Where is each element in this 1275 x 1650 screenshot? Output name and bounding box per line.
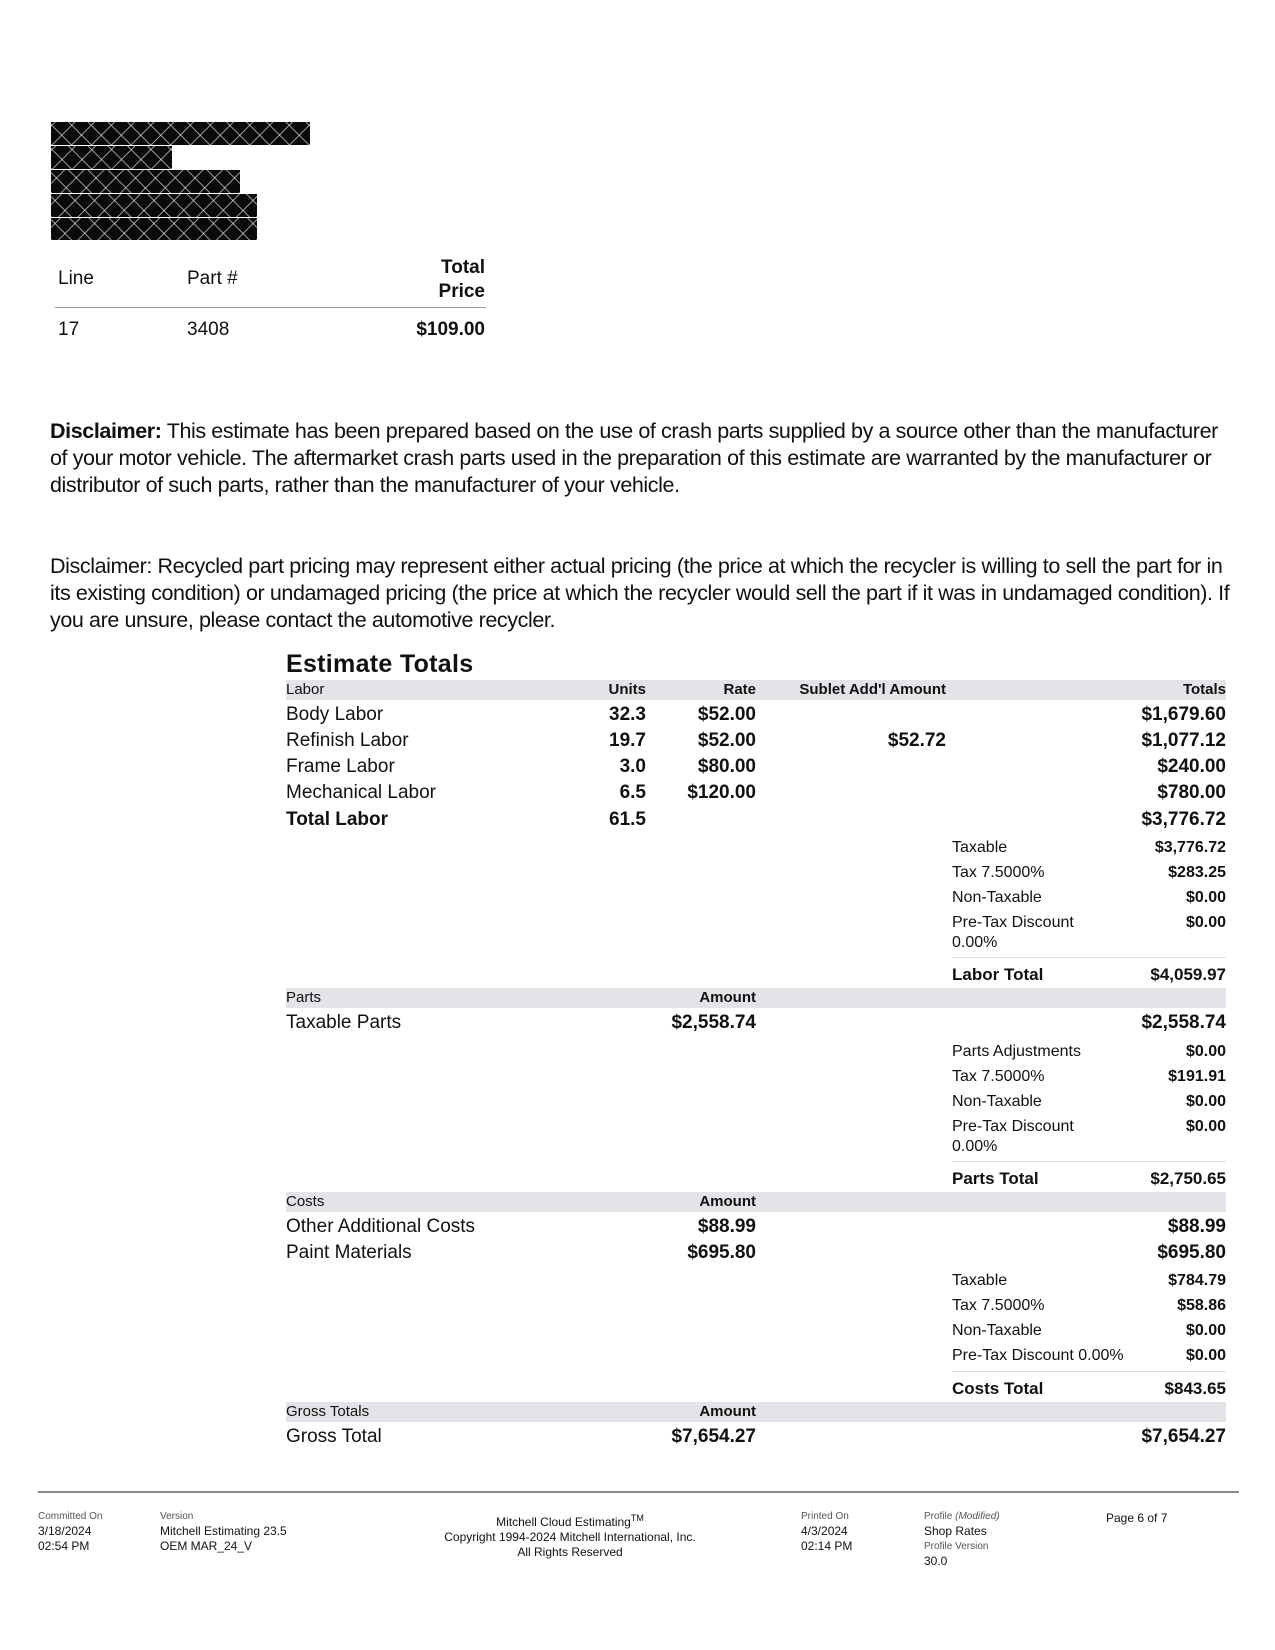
disclaimer-label: Disclaimer: [50, 419, 162, 443]
page-number: Page 6 of 7 [1106, 1511, 1168, 1525]
redacted-block [51, 194, 257, 217]
col-header-part: Part # [187, 268, 238, 289]
disclaimer-aftermarket [50, 418, 1230, 499]
header-rule [55, 307, 486, 308]
costs-header: Costs Amount [286, 1192, 1226, 1212]
version-info: Version Mitchell Estimating 23.5 OEM MAR_24_V [160, 1511, 287, 1553]
profile-info: Profile (Modified) Shop Rates Profile Version 30.0 [924, 1511, 1000, 1568]
row-line: 17 [58, 319, 80, 340]
row-price: $109.00 [416, 319, 485, 340]
labor-header: Labor Units Rate Sublet Add'l Amount Totals [286, 681, 1226, 698]
committed-on: Committed On 3/18/2024 02:54 PM [38, 1511, 103, 1553]
product-copyright: Mitchell Cloud Estimating™ Copyright 1994-2024 Mitchell International, Inc. All Rights Reserved [444, 1513, 696, 1559]
col-header-line: Line [58, 268, 94, 289]
printed-on: Printed On 4/3/2024 02:14 PM [801, 1511, 853, 1553]
parts-header: Parts Amount [286, 988, 1226, 1008]
gross-header: Gross Totals Amount [286, 1402, 1226, 1422]
estimate-title: Estimate Totals [286, 650, 474, 678]
col-header-total-price: Total Price [438, 257, 485, 302]
disclaimer-recycled: Disclaimer: Recycled part pricing may represent either actual pricing (the price at which the recycler is willing to sell the part for in its existing condition) or undamaged pricing (the price at which the recycler would sell the part if it was in undamaged condition). If you are unsure, please contact the automotive recycler. [50, 554, 1230, 632]
redacted-block [51, 122, 310, 145]
redacted-block [51, 146, 172, 169]
redacted-block [51, 170, 240, 193]
footer-rule [38, 1491, 1239, 1493]
row-part: 3408 [187, 319, 230, 340]
redacted-block [51, 218, 257, 240]
disclaimer-text: This estimate has been prepared based on the use of crash parts supplied by a source other than the manufacturer of your motor vehicle. The aftermarket crash parts used in the preparation of this estimate are warranted by the manufacturer or distributor of such parts, rather than the manufacturer of your vehicle. [50, 419, 1218, 497]
